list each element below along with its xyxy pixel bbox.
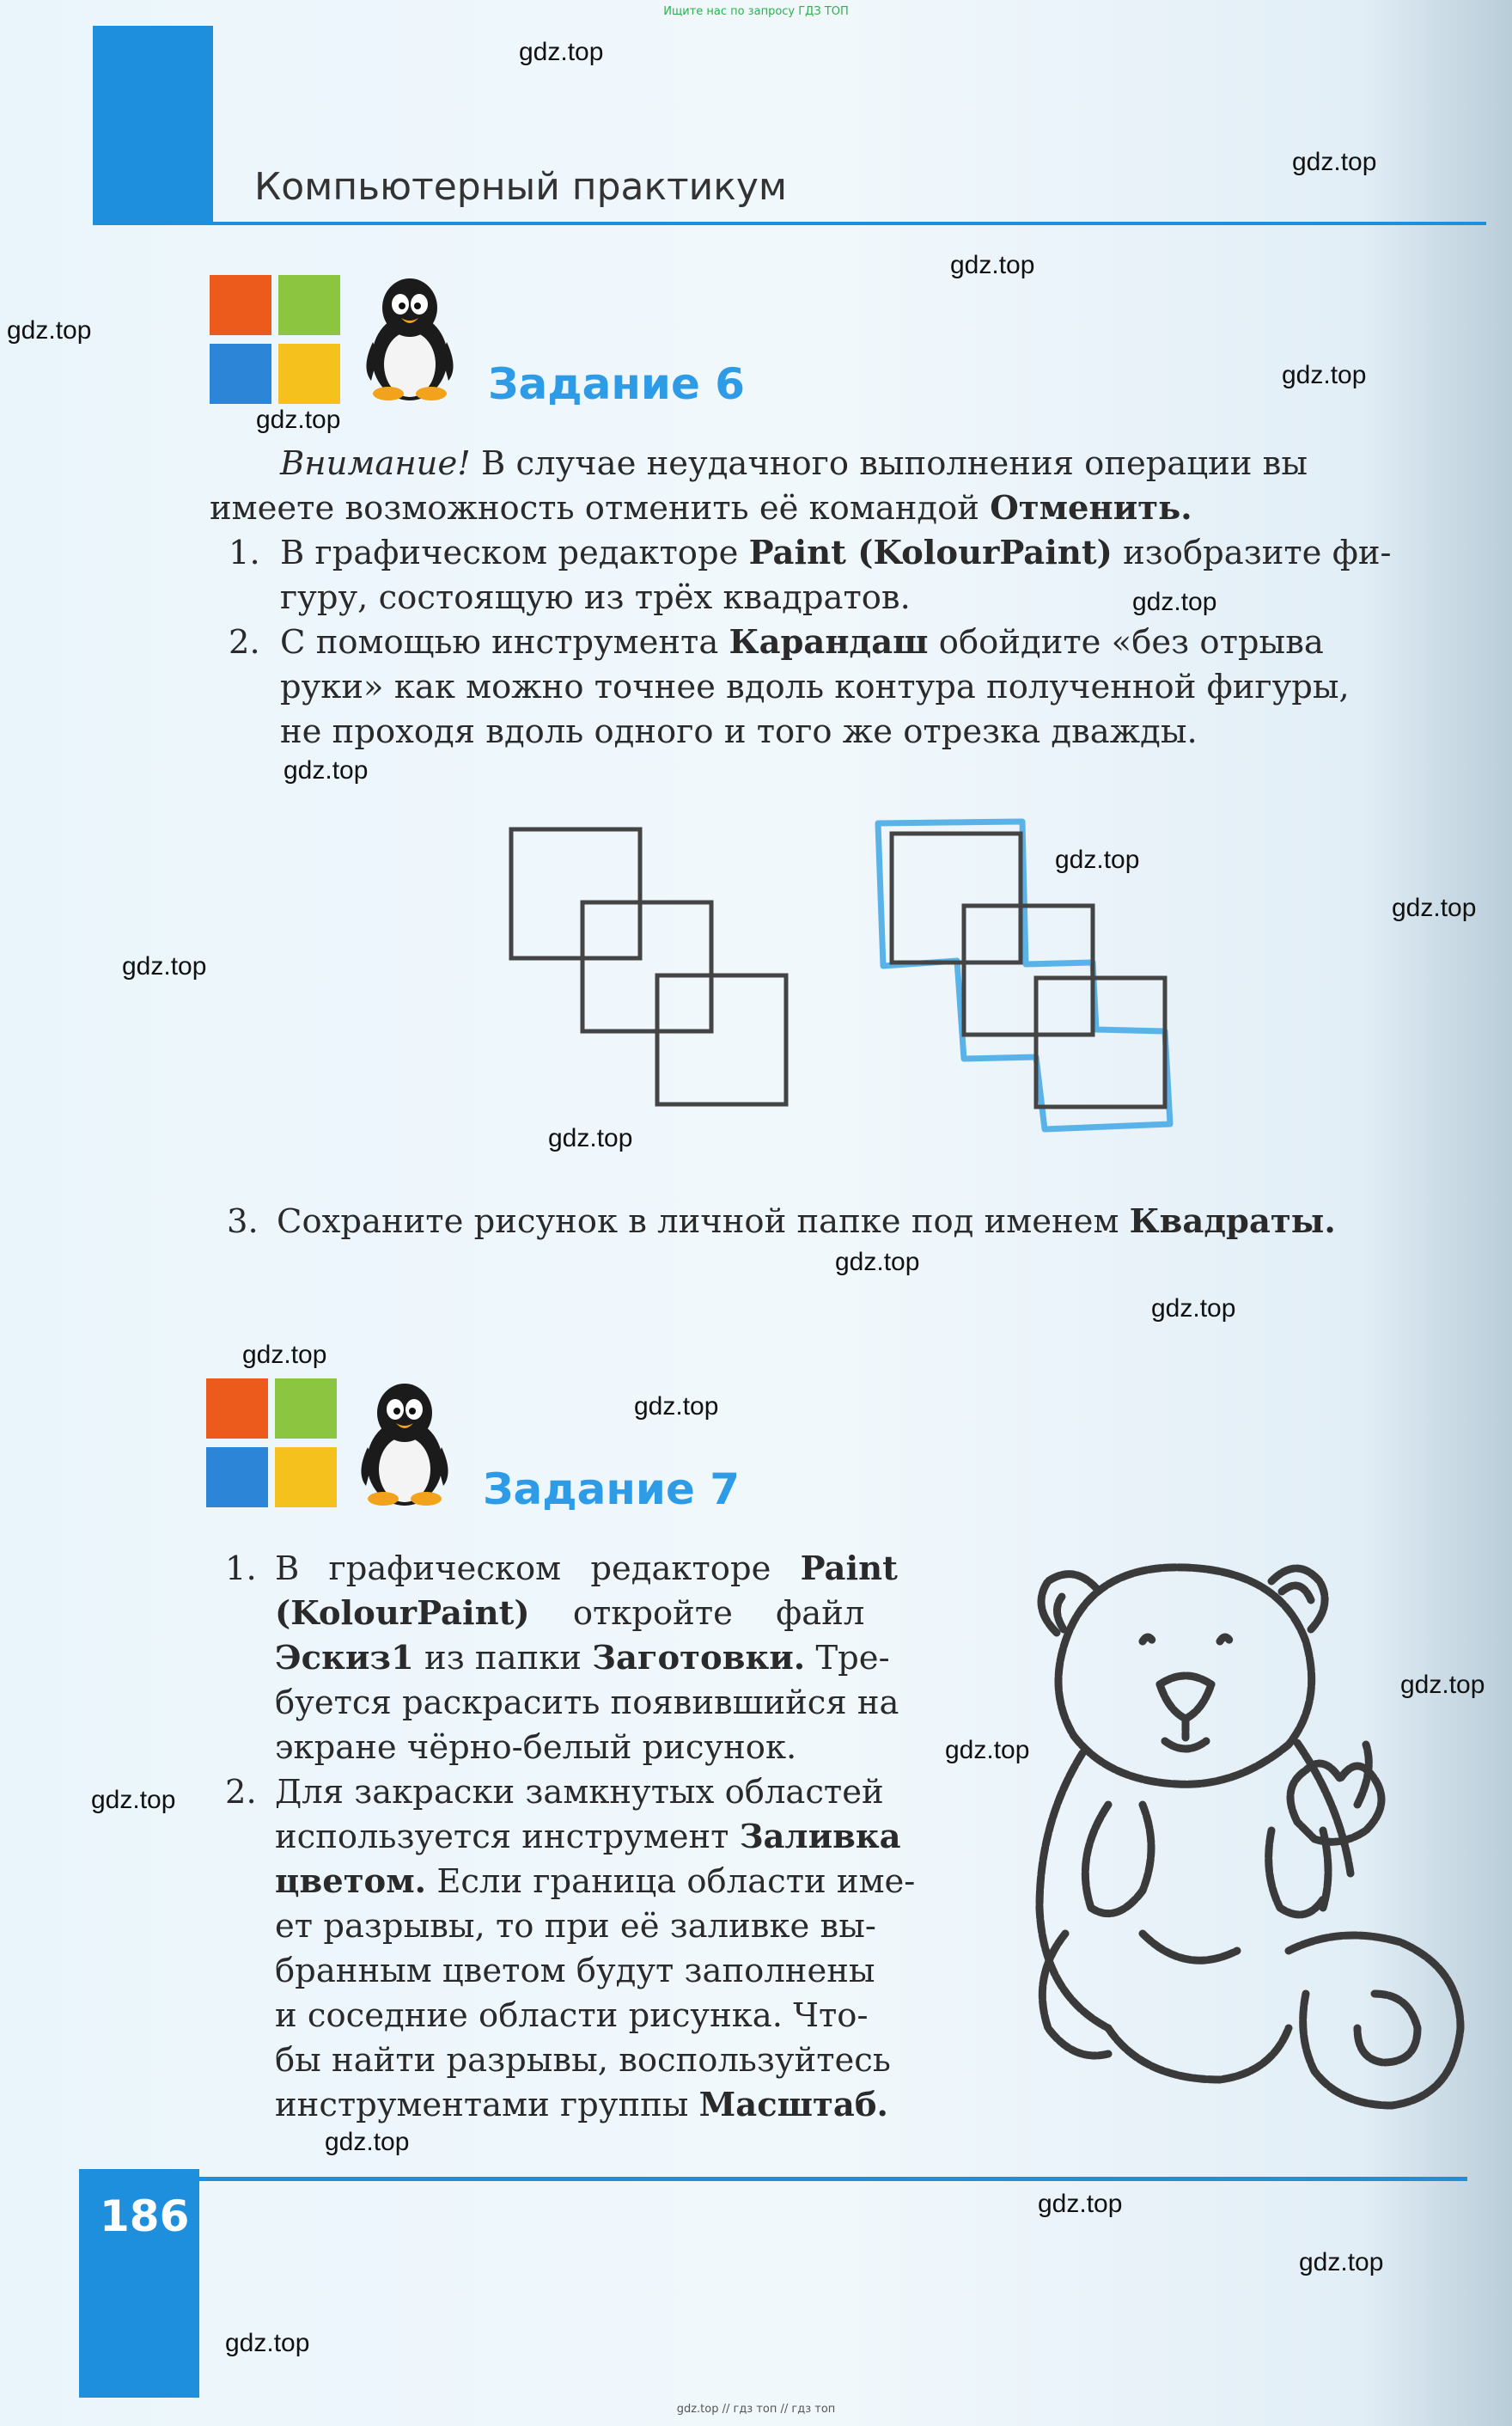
footer-rule [79, 2177, 1467, 2181]
watermark: gdz.top [122, 952, 207, 981]
watermark: gdz.top [634, 1392, 719, 1421]
penguin-icon [354, 273, 466, 402]
watermark: gdz.top [835, 1248, 920, 1276]
bottom-note: gdz.top // гдз топ // гдз топ [676, 2403, 836, 2416]
watermark: gdz.top [325, 2128, 410, 2156]
penguin-icon [349, 1378, 460, 1507]
watermark: gdz.top [1151, 1294, 1236, 1323]
watermark: gdz.top [548, 1124, 633, 1152]
watermark: gdz.top [225, 2329, 310, 2357]
task7-item2-line8: инструментами группы Масштаб. [275, 2086, 888, 2124]
task7-item2-line5: бранным цветом будут заполнены [275, 1952, 875, 1990]
command-name: Отменить. [990, 489, 1192, 528]
task7-item1-line1: В графическом редакторе Paint [275, 1549, 898, 1588]
task6-item2-line2: руки» как можно точнее вдоль контура полученной фигуры, [280, 668, 1350, 706]
task7-item2-line4: ет разрывы, то при её заливке вы- [275, 1907, 876, 1946]
task7-item1-line2: (KolourPaint) откройте файл [275, 1594, 865, 1633]
task7-item2-line6: и соседние области рисунка. Что- [275, 1996, 869, 2035]
watermark: gdz.top [1038, 2190, 1123, 2218]
task6-item1-number: 1. [229, 534, 260, 572]
task7-item2-line1: Для закраски замкнутых областей [275, 1773, 884, 1812]
task7-title: Задание 7 [483, 1464, 741, 1514]
task6-item2-line1: С помощью инструмента Карандаш обойдите «без отрыва [280, 623, 1324, 662]
section-title: Компьютерный практикум [254, 165, 788, 209]
top-note: Ищите нас по запросу ГДЗ ТОП [663, 5, 849, 18]
task6-item2-number: 2. [229, 623, 260, 662]
task7-item1-line3: Эскиз1 из папки Заготовки. Тре- [275, 1639, 890, 1677]
task7-item1-line4: буется раскрасить появившийся на [275, 1684, 899, 1722]
windows-logo-icon [210, 275, 340, 404]
watermark: gdz.top [1282, 361, 1367, 389]
teddy-bear-sketch [1014, 1547, 1478, 2114]
task7-item2-line2: используется инструмент Заливка [275, 1818, 901, 1856]
task6-item1-line1: В графическом редакторе Paint (KolourPaint) изобразите фи- [280, 534, 1392, 572]
three-squares-figure [507, 825, 799, 1109]
task6-item2-line3: не проходя вдоль одного и того же отрезка дважды. [280, 712, 1198, 751]
page-number: 186 [100, 2191, 190, 2241]
watermark: gdz.top [1299, 2248, 1384, 2276]
watermark: gdz.top [1292, 148, 1377, 176]
task6-item3-text: Сохраните рисунок в личной папке под именем Квадраты. [277, 1202, 1336, 1241]
watermark: gdz.top [7, 316, 92, 345]
watermark: gdz.top [256, 406, 341, 434]
task6-intro-line1: Внимание! В случае неудачного выполнения операции вы [280, 444, 1308, 483]
watermark: gdz.top [950, 251, 1035, 279]
watermark: gdz.top [91, 1786, 176, 1814]
watermark: gdz.top [1400, 1671, 1485, 1699]
watermark: gdz.top [945, 1736, 1030, 1764]
watermark: gdz.top [242, 1341, 327, 1369]
task6-item1-line2: гуру, состоящую из трёх квадратов. [280, 578, 911, 617]
task7-item2-line7: бы найти разрывы, воспользуйтесь [275, 2041, 891, 2080]
task7-item1-number: 1. [225, 1549, 257, 1588]
task6-item3-number: 3. [227, 1202, 259, 1241]
header-blue-block [93, 26, 213, 223]
task7-item1-line5: экране чёрно-белый рисунок. [275, 1728, 797, 1767]
task6-title: Задание 6 [488, 359, 746, 409]
task7-item2-number: 2. [225, 1773, 257, 1812]
watermark: gdz.top [1055, 846, 1140, 874]
header-rule [93, 222, 1486, 225]
watermark: gdz.top [1392, 894, 1477, 922]
watermark: gdz.top [1132, 588, 1217, 616]
task6-intro-line2: имеете возможность отменить её командой Отменить. [210, 489, 1192, 528]
task7-item2-line3: цветом. Если граница области име- [275, 1862, 916, 1901]
watermark: gdz.top [519, 38, 604, 66]
warning-label: Внимание! [280, 444, 471, 483]
watermark: gdz.top [284, 756, 369, 785]
windows-logo-icon [206, 1378, 337, 1507]
